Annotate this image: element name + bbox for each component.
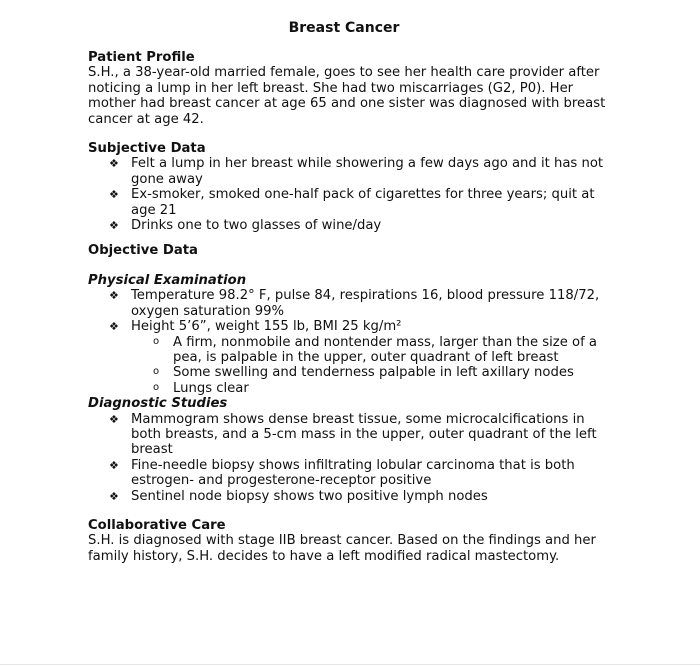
list-item: ❖ Felt a lump in her breast while showering a few days ago and it has not gone away [109,156,604,187]
patient-profile-text: S.H., a 38-year-old married female, goes to see her health care provider after noticing a lump in her left breast. She had two miscarriages (G2, P0). Her mother had breast cancer at age 65 and one sister was diagnosed with breast cancer at age 42. [88,65,606,127]
circle-bullet-icon: o [153,366,160,378]
page-bottom-divider [0,664,700,665]
list-item: ❖ Height 5’6”, weight 155 lb, BMI 25 kg/m² o A firm, nonmobile and nontender mass, larger than the size of a pea, is palpable in the upper, outer quadrant of left breast o Some swelling and tenderness palpable in left axillary nodes o Lungs clear [131,319,608,396]
diamond-bullet-icon: ❖ [109,289,119,303]
collaborative-care-text: S.H. is diagnosed with stage IIB breast cancer. Based on the findings and her family history, S.H. decides to have a left modified radical mastectomy. [88,533,596,564]
subjective-list [88,156,608,233]
objective-data-heading: Objective Data [88,243,198,259]
circle-bullet-icon: o [153,381,160,393]
circle-bullet-icon: o [153,335,160,347]
physical-exam-list [88,288,608,396]
diamond-bullet-icon: ❖ [109,320,119,334]
subjective-data-heading: Subjective Data [88,141,206,157]
diamond-bullet-icon: ❖ [109,219,119,233]
diagnostic-studies-heading: Diagnostic Studies [88,396,228,412]
document-body [88,50,608,564]
collaborative-care-heading: Collaborative Care [88,517,226,533]
patient-profile-heading: Patient Profile [88,50,195,65]
diamond-bullet-icon: ❖ [109,188,119,202]
list-item: ❖ Fine-needle biopsy shows infiltrating lobular carcinoma that is both estrogen- and progesterone-receptor positive [109,457,575,489]
document-title: Breast Cancer [288,20,400,36]
list-item: ❖ Ex-smoker, smoked one-half pack of cigarettes for three years; quit at age 21 [109,187,595,218]
list-item: ❖ Temperature 98.2° F, pulse 84, respirations 16, blood pressure 118/72, oxygen saturation 99% [109,288,600,319]
list-item: o Lungs clear [153,380,249,396]
diamond-bullet-icon: ❖ [109,412,119,426]
list-item: o A firm, nonmobile and nontender mass, larger than the size of a pea, is palpable in the upper, outer quadrant of left breast [153,334,597,365]
list-item: ❖ Mammogram shows dense breast tissue, some microcalcifications in both breasts, and a 5-cm mass in the upper, outer quadrant of the left breast [109,411,597,458]
list-item: ❖ Drinks one to two glasses of wine/day [109,218,382,234]
diagnostic-list [88,412,608,504]
list-item: ❖ Sentinel node biopsy shows two positive lymph nodes [109,488,488,504]
physical-examination-heading: Physical Examination [88,272,247,288]
diamond-bullet-icon: ❖ [109,489,119,503]
list-item: o Some swelling and tenderness palpable in left axillary nodes [153,365,574,381]
physical-exam-sublist [131,335,608,397]
diamond-bullet-icon: ❖ [109,157,119,171]
diamond-bullet-icon: ❖ [109,458,119,472]
